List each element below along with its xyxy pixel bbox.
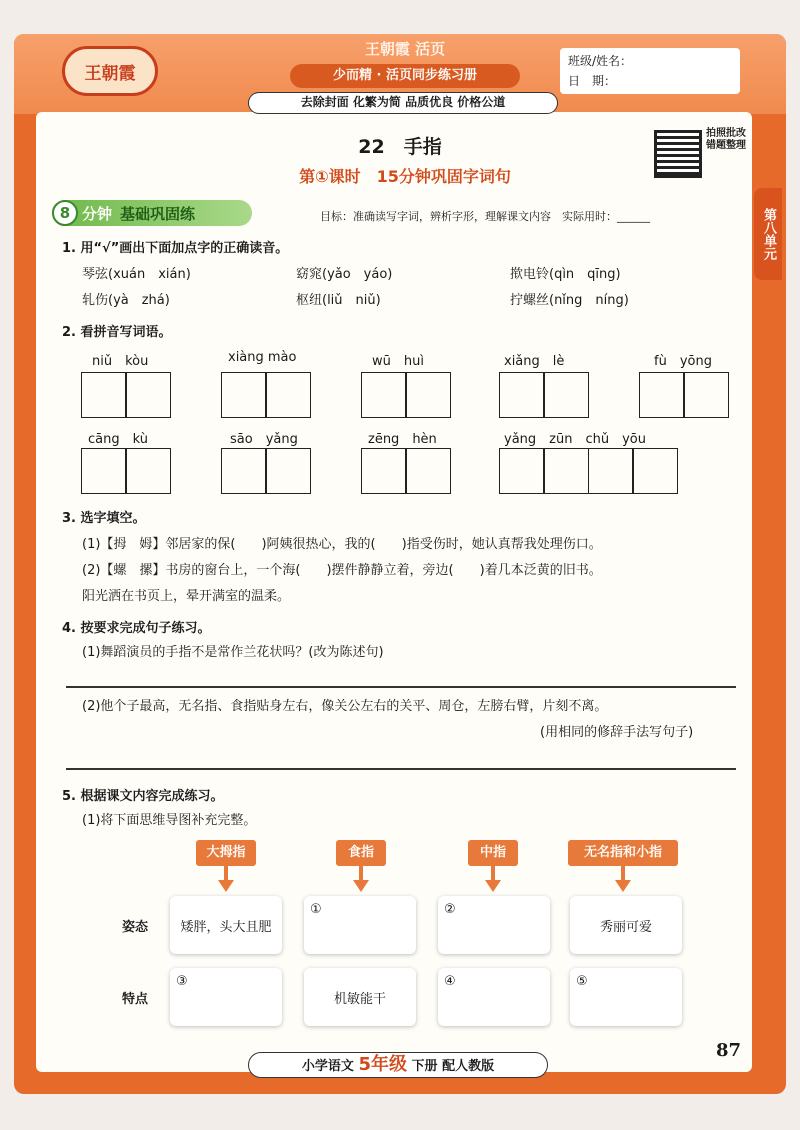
q2-heading: 2. 看拼音写词语。	[62, 325, 172, 340]
lesson-subtitle: 第①课时 15分钟巩固字词句	[299, 167, 511, 186]
pinyin: cāng kù	[88, 432, 148, 447]
mindmap-node: 食指	[336, 840, 386, 866]
arrow-stem	[621, 866, 625, 880]
answer-grid[interactable]	[222, 372, 311, 418]
minutes-badge: 8	[52, 200, 78, 226]
arrow-stem	[224, 866, 228, 880]
footer-term: 下册	[411, 1059, 438, 1074]
answer-grid[interactable]	[82, 448, 171, 494]
slogan: 去除封面 化繁为简 品质优良 价格公道	[248, 92, 558, 114]
mindmap-answer-cell[interactable]: ④	[438, 968, 550, 1026]
date-field[interactable]: 日 期：	[568, 74, 617, 88]
arrow-down-icon	[485, 880, 501, 892]
q1-heading: 1. 用“√”画出下面加点字的正确读音。	[62, 241, 289, 256]
pinyin: niǔ kòu	[92, 354, 149, 369]
brand-title: 王朝霞 活页	[364, 40, 446, 58]
q3-line[interactable]: (1)【拇 姆】邻居家的保( )阿姨很热心，我的( )指受伤时，她认真帮我处理伤口。	[82, 537, 602, 552]
answer-grid[interactable]	[82, 372, 171, 418]
footer-subject: 小学语文	[301, 1059, 354, 1074]
q4-line: (2)他个子最高，无名指、食指贴身左右，像关公左右的关平、周仓，左膀右臂，片刻不离。	[82, 699, 608, 714]
q1-item[interactable]: 枢纽(liǔ niǔ)	[296, 293, 381, 308]
name-field[interactable]: 班级/姓名：	[568, 54, 633, 68]
section-name: 基础巩固练	[120, 204, 196, 223]
q3-line[interactable]: (2)【螺 摞】书房的窗台上，一个海( )摆件静静立着，旁边( )着几本泛黄的旧书。	[82, 563, 602, 578]
answer-grid[interactable]	[640, 372, 729, 418]
arrow-down-icon	[353, 880, 369, 892]
q3-line: 阳光洒在书页上，晕开满室的温柔。	[82, 589, 291, 604]
answer-grid[interactable]	[362, 448, 451, 494]
arrow-stem	[491, 866, 495, 880]
footer-edition: 配人教版	[442, 1059, 495, 1074]
q1-item[interactable]: 轧伤(yà zhá)	[82, 293, 170, 308]
arrow-down-icon	[615, 880, 631, 892]
answer-line[interactable]	[66, 686, 736, 688]
q1-item[interactable]: 揿电铃(qìn qīng)	[510, 267, 621, 282]
q5-heading: 5. 根据课文内容完成练习。	[62, 789, 224, 804]
footer-banner	[248, 1052, 548, 1078]
answer-grid[interactable]	[500, 448, 678, 494]
row-label-feature: 特点	[122, 992, 149, 1007]
brand-subtitle: 少而精 · 活页同步练习册	[290, 64, 520, 88]
pinyin: fù yōng	[654, 354, 712, 369]
q1-item[interactable]: 琴弦(xuán xián)	[82, 267, 191, 282]
mindmap-answer-cell[interactable]: ⑤	[570, 968, 682, 1026]
pinyin: yǎng zūn chǔ yōu	[504, 432, 646, 447]
mindmap-answer-cell[interactable]: ①	[304, 896, 416, 954]
name-date-box	[560, 48, 740, 94]
mindmap-answer-cell[interactable]: ③	[170, 968, 282, 1026]
q1-item[interactable]: 拧螺丝(nǐng níng)	[510, 293, 629, 308]
qr-code-icon[interactable]	[654, 130, 702, 178]
qr-caption: 拍照批改 错题整理	[706, 128, 746, 151]
section-goal: 目标：准确读写字词，辨析字形，理解课文内容 实际用时：______	[320, 210, 650, 223]
mindmap-node: 中指	[468, 840, 518, 866]
pinyin: xiàng mào	[228, 350, 297, 365]
q4-line: (1)舞蹈演员的手指不是常作兰花状吗？(改为陈述句)	[82, 645, 384, 660]
lesson-title: 22 手指	[358, 136, 442, 158]
q3-heading: 3. 选字填空。	[62, 511, 146, 526]
mindmap-cell: 机敏能干	[304, 968, 416, 1026]
brand-logo: 王朝霞	[62, 46, 158, 96]
answer-grid[interactable]	[222, 448, 311, 494]
mindmap-node: 无名指和小指	[568, 840, 678, 866]
answer-line[interactable]	[66, 768, 736, 770]
q4-requirement: (用相同的修辞手法写句子)	[540, 725, 694, 740]
pinyin: xiǎng lè	[504, 354, 565, 369]
row-label-posture: 姿态	[122, 920, 149, 935]
mindmap-cell: 秀丽可爱	[570, 896, 682, 954]
q4-heading: 4. 按要求完成句子练习。	[62, 621, 211, 636]
q1-item[interactable]: 窈窕(yǎo yáo)	[296, 267, 393, 282]
section-bar	[52, 200, 252, 226]
arrow-down-icon	[218, 880, 234, 892]
pinyin: wū huì	[372, 354, 424, 369]
page-number: 87	[716, 1040, 742, 1061]
footer-grade: 5年级	[358, 1054, 407, 1075]
arrow-stem	[359, 866, 363, 880]
answer-grid[interactable]	[362, 372, 451, 418]
pinyin: zēng hèn	[368, 432, 437, 447]
minutes-label: 分钟	[82, 204, 113, 223]
mindmap-answer-cell[interactable]: ②	[438, 896, 550, 954]
pinyin: sāo yǎng	[230, 432, 298, 447]
unit-tab: 第八单元	[754, 188, 782, 280]
answer-grid[interactable]	[500, 372, 589, 418]
mindmap-node: 大拇指	[196, 840, 256, 866]
q5-subheading: (1)将下面思维导图补充完整。	[82, 813, 257, 828]
mindmap-cell: 矮胖，头大且肥	[170, 896, 282, 954]
